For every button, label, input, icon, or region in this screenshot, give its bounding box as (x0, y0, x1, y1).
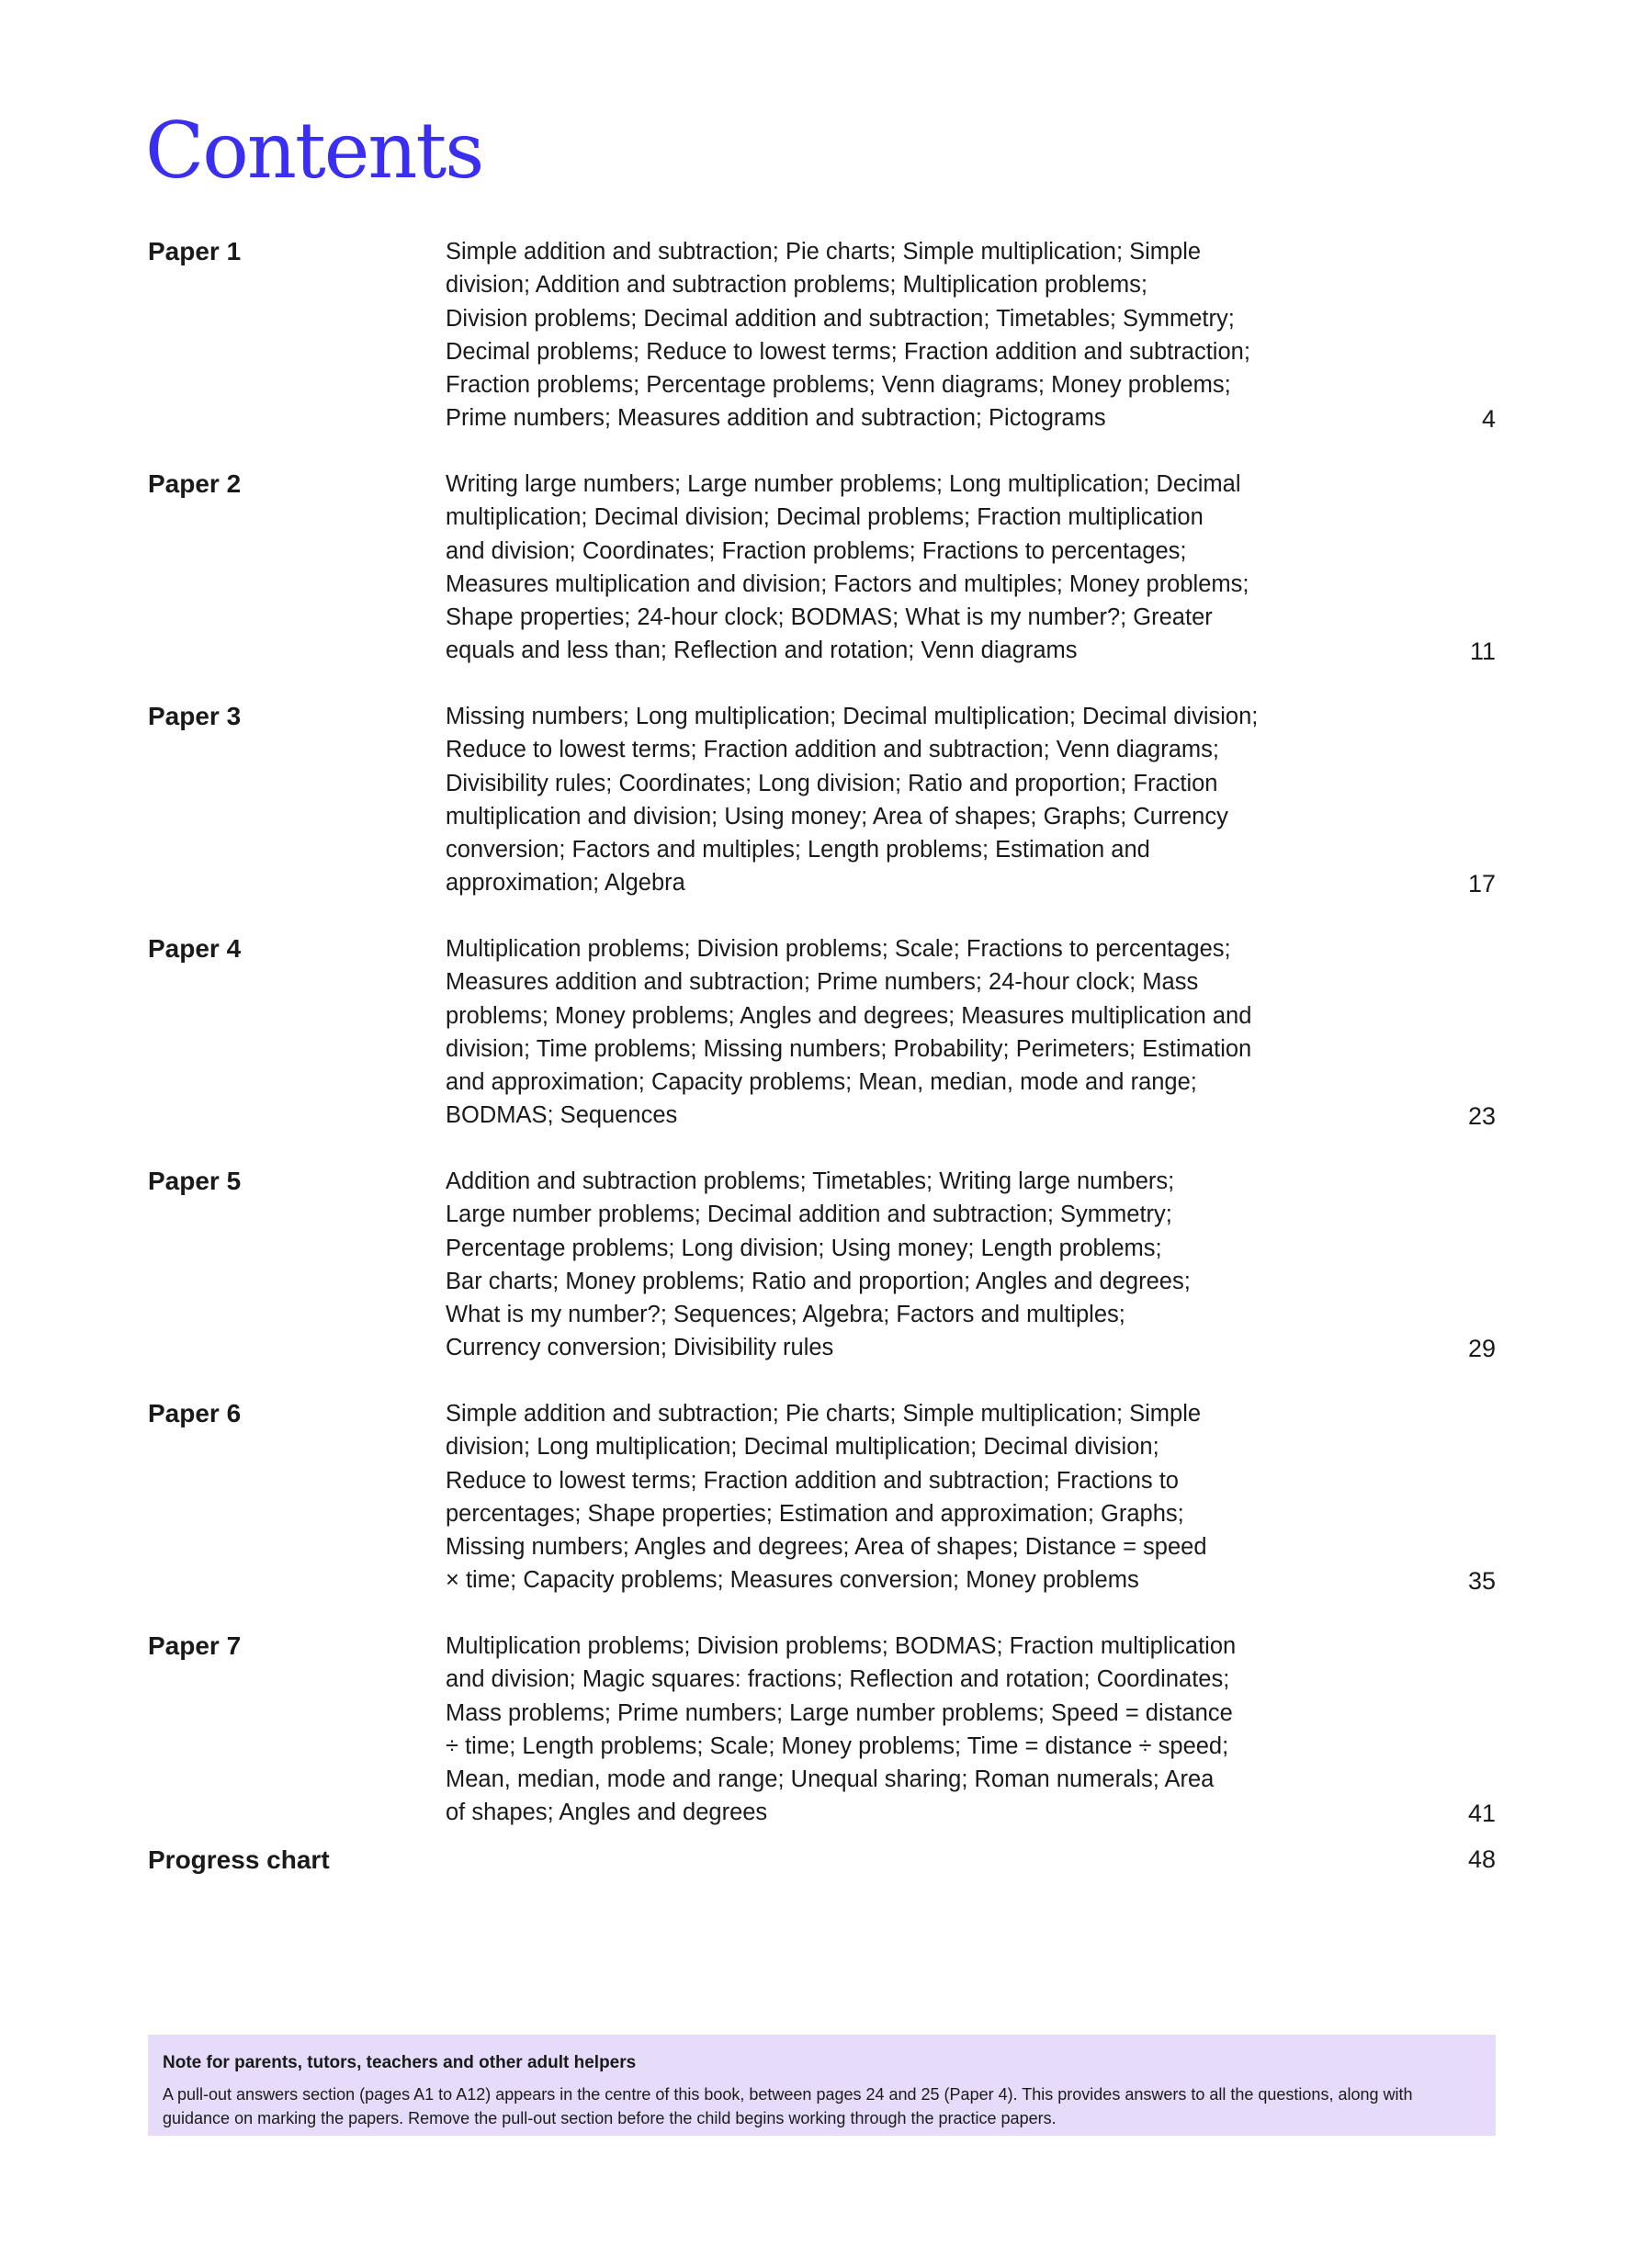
topic-line: Missing numbers; Long multiplication; Decimal multiplication; Decimal division; (446, 704, 1259, 729)
entry-topics (446, 700, 1496, 900)
topic-line: Fraction problems; Percentage problems; Venn diagrams; Money problems; (446, 372, 1231, 399)
topic-line: Measures addition and subtraction; Prime numbers; 24-hour clock; Mass (446, 969, 1199, 996)
entry-page-number: 11 (1469, 637, 1496, 665)
entry-label: Paper 4 (148, 934, 242, 963)
topic-line: Missing numbers; Angles and degrees; Area of shapes; Distance = speed (446, 1534, 1207, 1561)
topic-line: Bar charts; Money problems; Ratio and proportion; Angles and degrees; (446, 1268, 1191, 1294)
entry-label: Paper 6 (148, 1399, 242, 1427)
topic-line: percentages; Shape properties; Estimation and approximation; Graphs; (446, 1500, 1184, 1527)
topic-line: conversion; Factors and multiples; Length problems; Estimation and (446, 837, 1150, 863)
contents-entry (148, 1630, 1496, 1862)
topic-line: of shapes; Angles and degrees (446, 1800, 768, 1826)
topic-line: Reduce to lowest terms; Fraction addition and subtraction; Venn diagrams; (446, 737, 1219, 763)
entry-page-number: 41 (1467, 1799, 1496, 1827)
entry-label: Paper 7 (148, 1631, 242, 1660)
entry-page-number: 17 (1467, 869, 1496, 897)
contents-entry (148, 1165, 1496, 1397)
entry-topics (446, 1397, 1496, 1597)
topic-line: equals and less than; Reflection and rotation; Venn diagrams (446, 638, 1078, 664)
topic-line: division; Long multiplication; Decimal multiplication; Decimal division; (446, 1434, 1159, 1461)
entry-label: Progress chart (148, 1845, 330, 1874)
topic-line: Currency conversion; Divisibility rules (446, 1335, 834, 1361)
entry-label: Paper 3 (148, 702, 242, 730)
entry-label: Paper 5 (148, 1167, 242, 1195)
contents-list (148, 235, 1496, 1882)
topic-line: and division; Coordinates; Fraction problems; Fractions to percentages; (446, 537, 1187, 564)
topic-line: problems; Money problems; Angles and degrees; Measures multiplication and (446, 1002, 1252, 1029)
note-body: A pull-out answers section (pages A1 to A12) appears in the centre of this book, between pages 24 and 25 (Paper 4). This provides answers to all the questions, along with guidance on marking the papers. Remove the pull-out section before the child begins working through the practice papers. (163, 2085, 1413, 2127)
entry-topics (446, 1165, 1496, 1365)
topic-line: division; Time problems; Missing numbers; Probability; Perimeters; Estimation (446, 1035, 1252, 1062)
note-heading: Note for parents, tutors, teachers and other adult helpers (163, 2053, 637, 2072)
topic-line: Mean, median, mode and range; Unequal sharing; Roman numerals; Area (446, 1766, 1215, 1793)
topic-line: Divisibility rules; Coordinates; Long division; Ratio and proportion; Fraction (446, 770, 1218, 796)
topic-line: and approximation; Capacity problems; Mean, median, mode and range; (446, 1069, 1197, 1096)
entry-page-number: 4 (1481, 404, 1496, 433)
entry-page-number: 48 (1467, 1845, 1496, 1873)
topic-line: and division; Magic squares: fractions; Reflection and rotation; Coordinates; (446, 1666, 1230, 1693)
contents-entry (148, 1397, 1496, 1630)
contents-entry (148, 700, 1496, 932)
topic-line: Multiplication problems; Division problems; Scale; Fractions to percentages; (446, 936, 1231, 962)
contents-entry-progress-chart (148, 1845, 1496, 1882)
topic-line: Large number problems; Decimal addition and subtraction; Symmetry; (446, 1202, 1172, 1228)
topic-line: BODMAS; Sequences (446, 1102, 678, 1129)
entry-page-number: 29 (1467, 1334, 1496, 1362)
entry-page-number: 23 (1467, 1101, 1496, 1130)
topic-line: Simple addition and subtraction; Pie charts; Simple multiplication; Simple (446, 1401, 1202, 1427)
entry-topics (446, 468, 1496, 668)
entry-topics (446, 932, 1496, 1133)
topic-line: ÷ time; Length problems; Scale; Money problems; Time = distance ÷ speed; (446, 1732, 1229, 1759)
contents-entry (148, 235, 1496, 468)
topic-line: Writing large numbers; Large number problems; Long multiplication; Decimal (446, 471, 1241, 497)
topic-line: Addition and subtraction problems; Timetables; Writing large numbers; (446, 1168, 1175, 1194)
entry-label: Paper 1 (148, 237, 242, 265)
topic-line: multiplication and division; Using money; Area of shapes; Graphs; Currency (446, 803, 1228, 829)
topic-line: Simple addition and subtraction; Pie charts; Simple multiplication; Simple (446, 239, 1202, 265)
topic-line: Measures multiplication and division; Factors and multiples; Money problems; (446, 570, 1249, 597)
topic-line: Decimal problems; Reduce to lowest terms; Fraction addition and subtraction; (446, 338, 1250, 365)
topic-line: Shape properties; 24-hour clock; BODMAS; What is my number?; Greater (446, 604, 1213, 631)
entry-topics (446, 1630, 1496, 1830)
topic-line: approximation; Algebra (446, 870, 685, 897)
topic-line: Mass problems; Prime numbers; Large number problems; Speed = distance (446, 1699, 1233, 1726)
topic-line: Prime numbers; Measures addition and subtraction; Pictograms (446, 405, 1106, 432)
topic-line: Multiplication problems; Division problems; BODMAS; Fraction multiplication (446, 1633, 1237, 1659)
topic-line: What is my number?; Sequences; Algebra; Factors and multiples; (446, 1302, 1125, 1328)
entry-label: Paper 2 (148, 469, 242, 498)
topic-line: division; Addition and subtraction problems; Multiplication problems; (446, 272, 1147, 299)
contents-entry (148, 932, 1496, 1165)
topic-line: Division problems; Decimal addition and subtraction; Timetables; Symmetry; (446, 305, 1235, 332)
contents-entry (148, 468, 1496, 700)
topic-line: Reduce to lowest terms; Fraction addition and subtraction; Fractions to (446, 1467, 1179, 1494)
entry-page-number: 35 (1467, 1566, 1496, 1595)
page-title: Contents (145, 106, 483, 196)
note-box (148, 2035, 1496, 2136)
topic-line: multiplication; Decimal division; Decimal problems; Fraction multiplication (446, 504, 1204, 531)
entry-topics (446, 235, 1496, 435)
topic-line: Percentage problems; Long division; Using money; Length problems; (446, 1235, 1162, 1261)
topic-line: × time; Capacity problems; Measures conversion; Money problems (446, 1567, 1139, 1594)
